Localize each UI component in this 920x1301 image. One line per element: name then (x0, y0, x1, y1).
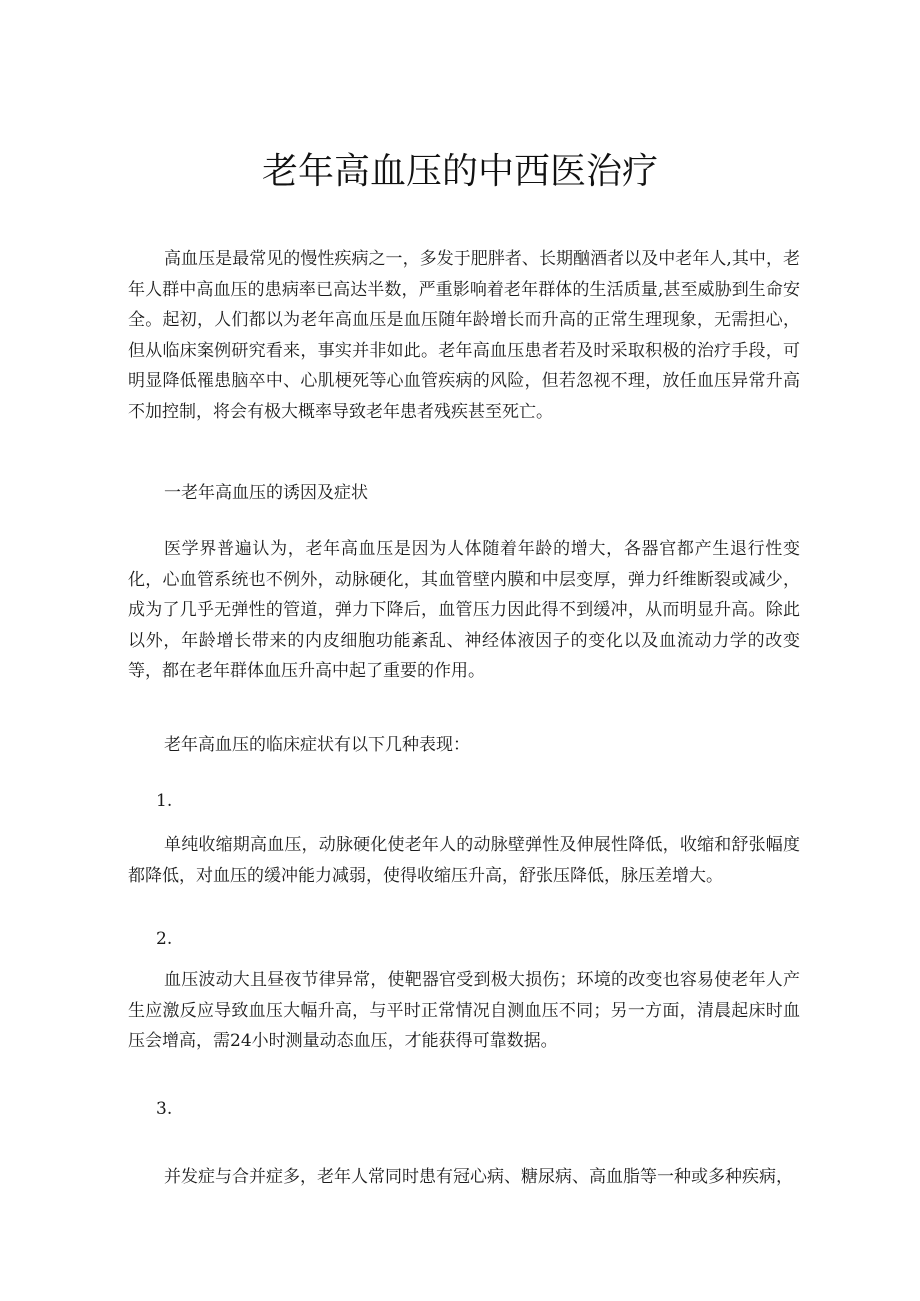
intro-paragraph: 高血压是最常见的慢性疾病之一，多发于肥胖者、长期酗酒者以及中老年人,其中，老年人群中高血压的患病率已高达半数，严重影响着老年群体的生活质量,甚至威胁到生命安全。起初，人们都以为老年高血压是血压随年龄增长而升高的正常生理现象，无需担心，但从临床案例研究看来，事实并非如此。老年高血压患者若及时采取积极的治疗手段，可明显降低罹患脑卒中、心肌梗死等心血管疾病的风险，但若忽视不理，放任血压异常升高不加控制，将会有极大概率导致老年患者残疾甚至死亡。 (128, 249, 800, 422)
list-item-number: 3. (156, 1099, 173, 1119)
list-item-text: 单纯收缩期高血压，动脉硬化使老年人的动脉壁弹性及伸展性降低，收缩和舒张幅度都降低，对血压的缓冲能力减弱，使得收缩压升高，舒张压降低，脉压差增大。 (128, 835, 800, 886)
section-heading: 一老年高血压的诱因及症状 (164, 483, 368, 503)
list-item-text: 血压波动大且昼夜节律异常，使靶器官受到极大损伤；环境的改变也容易使老年人产生应激反应导致血压大幅升高，与平时正常情况自测血压不同；另一方面，清晨起床时血压会增高，需24小时测量动态血压，才能获得可靠数据。 (128, 970, 800, 1051)
document-title: 老年高血压的中西医治疗 (261, 151, 658, 192)
list-item-number: 2. (156, 929, 173, 949)
cause-paragraph: 医学界普遍认为，老年高血压是因为人体随着年龄的增大，各器官都产生退行性变化，心血管系统也不例外，动脉硬化，其血管壁内膜和中层变厚，弹力纤维断裂或减少，成为了几乎无弹性的管道，弹力下降后，血管压力因此得不到缓冲，从而明显升高。除此以外，年龄增长带来的内皮细胞功能紊乱、神经体液因子的变化以及血流动力学的改变等，都在老年群体血压升高中起了重要的作用。 (128, 539, 800, 681)
list-item-text: 并发症与合并症多，老年人常同时患有冠心病、糖尿病、高血脂等一种或多种疾病， (164, 1167, 793, 1187)
symptom-intro-paragraph: 老年高血压的临床症状有以下几种表现： (164, 735, 470, 755)
list-item-number: 1. (156, 791, 173, 811)
